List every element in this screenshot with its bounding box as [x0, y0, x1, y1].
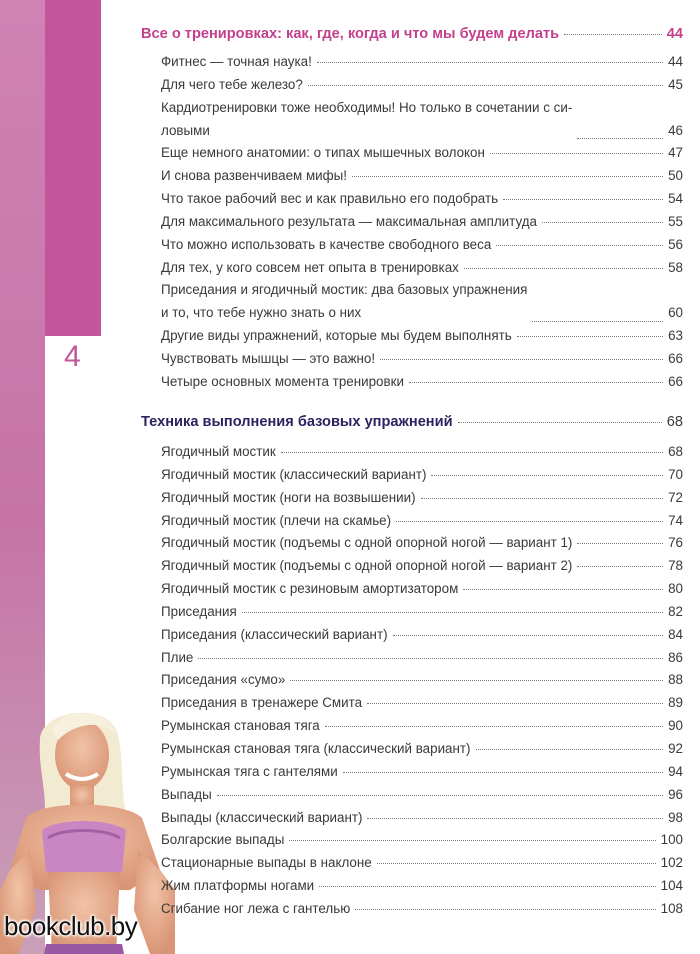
toc-entry[interactable]: Приседания в тренажере Смита 89 [161, 695, 683, 711]
toc-entry[interactable]: Стационарные выпады в наклоне 102 [161, 855, 683, 871]
toc-entry[interactable]: Кардиотренировки тоже необходимы! Но только в сочетании с си- ловыми 46 [161, 99, 683, 138]
toc-entry[interactable]: Для чего тебе железо? 45 [161, 76, 683, 92]
toc-entry[interactable]: Другие виды упражнений, которые мы будем выполнять 63 [161, 328, 683, 344]
toc-entry[interactable]: Жим платформы ногами 104 [161, 878, 683, 894]
toc-entry[interactable]: Румынская тяга с гантелями 94 [161, 763, 683, 779]
toc-entry[interactable]: Еще немного анатомии: о типах мышечных волокон 47 [161, 145, 683, 161]
toc-entry[interactable]: Чувствовать мышцы — это важно! 66 [161, 350, 683, 366]
toc-entry[interactable]: Плие 86 [161, 649, 683, 665]
section-heading[interactable]: Все о тренировках: как, где, когда и что мы будем делать 44 [141, 26, 683, 42]
toc-entry[interactable]: Румынская становая тяга 90 [161, 718, 683, 734]
toc-entry[interactable]: Выпады (классический вариант) 98 [161, 809, 683, 825]
toc-entry[interactable]: Ягодичный мостик (подъемы с одной опорной ногой — вариант 1) 76 [161, 535, 683, 551]
toc-entry[interactable]: Для тех, у кого совсем нет опыта в тренировках 58 [161, 259, 683, 275]
watermark: bookclub.by [4, 911, 138, 941]
toc-entry[interactable]: Ягодичный мостик (подъемы с одной опорной ногой — вариант 2) 78 [161, 558, 683, 574]
toc-entry[interactable]: Болгарские выпады 100 [161, 832, 683, 848]
toc-entry[interactable]: Приседания (классический вариант) 84 [161, 626, 683, 642]
toc-entry[interactable]: Что такое рабочий вес и как правильно его подобрать 54 [161, 191, 683, 207]
toc-entry[interactable]: Сгибание ног лежа с гантелью 108 [161, 900, 683, 916]
toc-entry[interactable]: Приседания «сумо» 88 [161, 672, 683, 688]
toc-section-1 [141, 22, 683, 394]
toc-entry[interactable]: Ягодичный мостик с резиновым амортизатором 80 [161, 581, 683, 597]
toc-entry[interactable]: Ягодичный мостик (ноги на возвышении) 72 [161, 489, 683, 505]
toc-entry[interactable]: Для максимального результата — максимальная амплитуда 55 [161, 213, 683, 229]
toc-section-2 [141, 410, 683, 921]
toc-entry[interactable]: Фитнес — точная наука! 44 [161, 54, 683, 69]
toc-entry[interactable]: Что можно использовать в качестве свободного веса 56 [161, 236, 683, 252]
section-heading[interactable]: Техника выполнения базовых упражнений 68 [141, 414, 683, 430]
toc-entry[interactable]: Румынская становая тяга (классический вариант) 92 [161, 740, 683, 756]
toc-entry[interactable]: Ягодичный мостик (классический вариант) 70 [161, 466, 683, 482]
chapter-color-block [45, 0, 101, 336]
toc-entry[interactable]: Приседания и ягодичный мостик: два базовых упражнения и то, что тебе нужно знать о них 60 [161, 282, 683, 321]
chapter-number: 4 [64, 340, 81, 373]
toc-entry[interactable]: И снова развенчиваем мифы! 50 [161, 168, 683, 184]
toc-entry[interactable]: Ягодичный мостик (плечи на скамье) 74 [161, 512, 683, 528]
toc-entry[interactable]: Четыре основных момента тренировки 66 [161, 373, 683, 389]
toc-entry[interactable]: Приседания 82 [161, 603, 683, 619]
toc-entry[interactable]: Выпады 96 [161, 786, 683, 802]
toc-entry[interactable]: Ягодичный мостик 68 [161, 444, 683, 459]
